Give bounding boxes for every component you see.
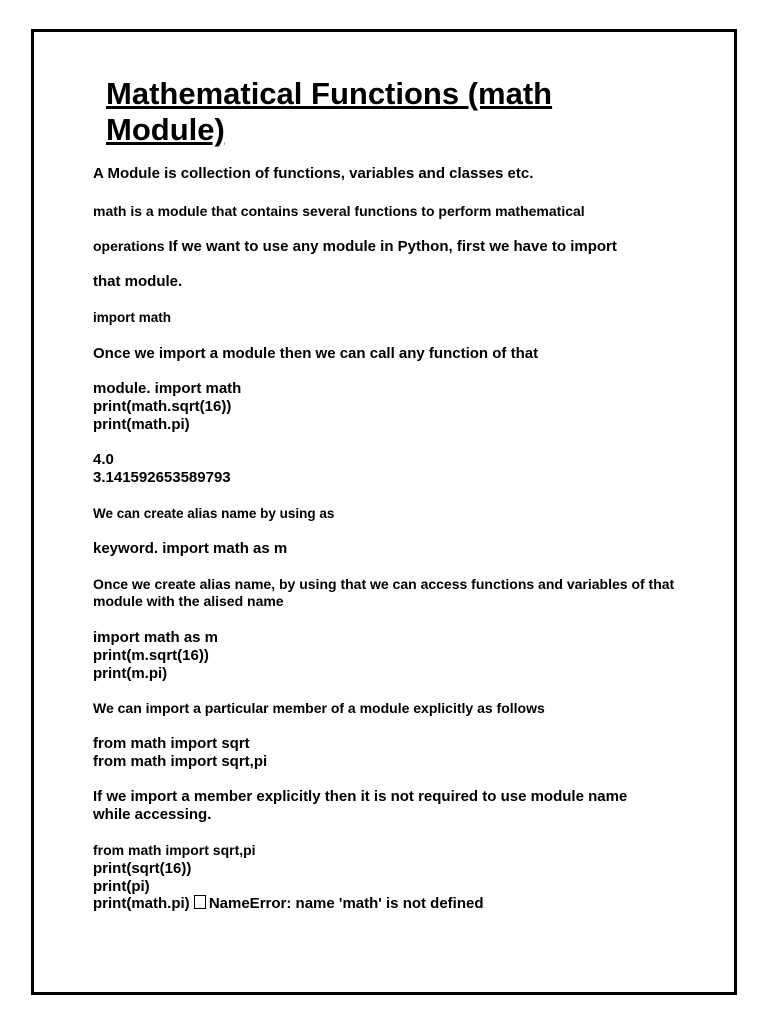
code-block: module. import math print(math.sqrt(16)) print(math.pi) bbox=[93, 380, 242, 433]
paragraph bbox=[93, 238, 617, 256]
paragraph: Once we create alias name, by using that we can access functions and variables of that module with the alised name bbox=[93, 576, 675, 609]
paragraph-part: operations bbox=[93, 238, 169, 254]
code-part: print(math.pi) bbox=[93, 895, 194, 912]
code-line bbox=[93, 895, 484, 913]
paragraph: keyword. import math as m bbox=[93, 540, 288, 557]
paragraph: We can create alias name by using as bbox=[93, 506, 335, 521]
page-title: Mathematical Functions (math Module) bbox=[106, 76, 553, 147]
paragraph: math is a module that contains several functions to perform mathematical bbox=[93, 203, 585, 219]
paragraph: Once we import a module then we can call any function of that bbox=[93, 345, 539, 362]
code-block: from math import sqrt from math import sqrt,pi bbox=[93, 735, 268, 770]
paragraph: If we import a member explicitly then it is not required to use module name while accessing. bbox=[93, 788, 628, 823]
code-line: from math import sqrt,pi bbox=[93, 842, 256, 858]
missing-glyph-icon bbox=[194, 895, 206, 909]
code-line: import math bbox=[93, 310, 172, 325]
paragraph: that module. bbox=[93, 273, 183, 290]
code-part: NameError: name 'math' is not defined bbox=[208, 895, 484, 912]
code-block: print(sqrt(16)) print(pi) bbox=[93, 860, 192, 895]
paragraph-part: If we want to use any module in Python, first we have to import bbox=[168, 238, 617, 255]
paragraph: A Module is collection of functions, variables and classes etc. bbox=[93, 165, 534, 182]
paragraph: We can import a particular member of a module explicitly as follows bbox=[93, 700, 545, 716]
output-block: 4.0 3.141592653589793 bbox=[93, 451, 231, 486]
code-block: import math as m print(m.sqrt(16)) print(m.pi) bbox=[93, 629, 219, 682]
